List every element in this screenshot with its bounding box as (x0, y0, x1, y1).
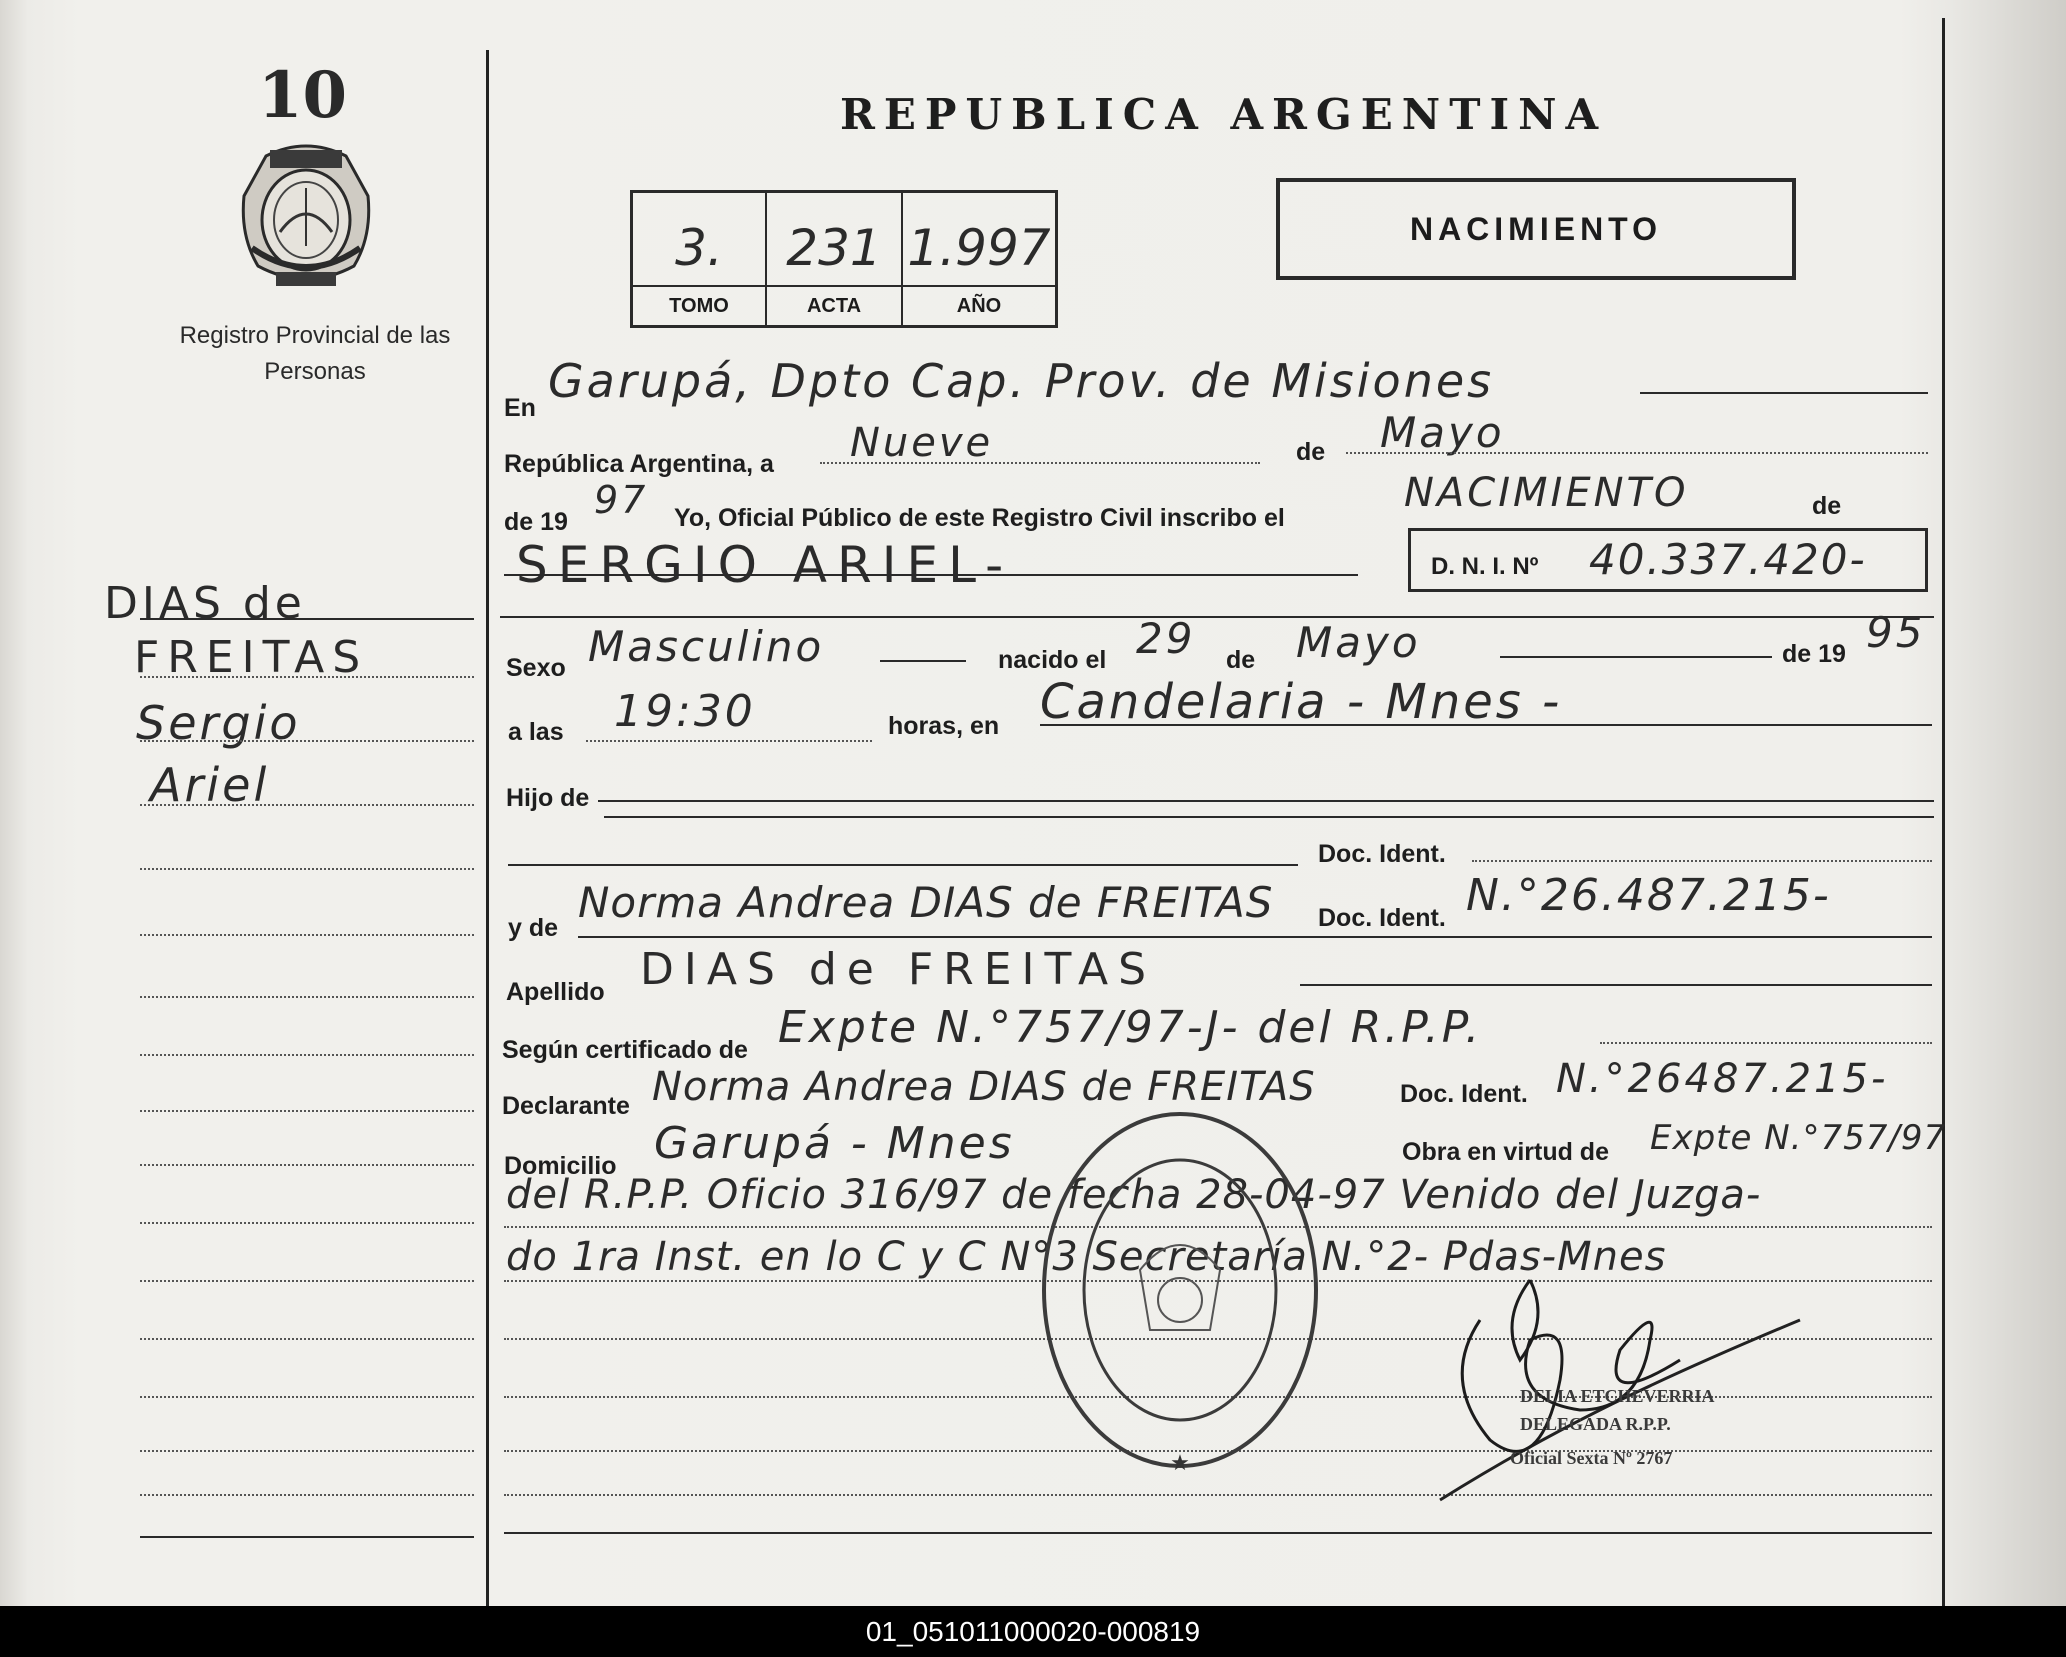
day-value: Nueve (850, 420, 994, 466)
hijo-label: Hijo de (506, 784, 590, 812)
de-label: de (1296, 438, 1326, 466)
de-label-2: de (1812, 492, 1842, 520)
ano-value: 1.997 (907, 219, 1051, 277)
margin-note-line1: DIAS de (104, 578, 306, 629)
mother-name: Norma Andrea DIAS de FREITAS (578, 878, 1274, 927)
name-value: SERGIO ARIEL- (516, 536, 1014, 594)
en-label: En (504, 394, 536, 422)
footer-id: 01_051011000020-000819 (0, 1606, 2066, 1657)
dni-label: D. N. I. Nº (1431, 553, 1539, 580)
sexo-label: Sexo (506, 654, 566, 682)
father-line (508, 864, 1298, 866)
doc-ident-label-3: Doc. Ident. (1400, 1080, 1528, 1108)
margin-note-line3: Sergio (136, 696, 301, 750)
birth-month: Mayo (1296, 618, 1421, 667)
birth-place: Candelaria - Mnes - (1040, 674, 1563, 730)
margin-note-line4: Ariel (150, 758, 270, 812)
apellido-label: Apellido (506, 978, 605, 1006)
event-value: NACIMIENTO (1404, 470, 1689, 516)
month-value: Mayo (1380, 408, 1505, 457)
birth-month-line (1500, 656, 1772, 658)
margin-line-13 (140, 1338, 474, 1340)
margin-line-2 (140, 676, 474, 678)
margin-line-8 (140, 1054, 474, 1056)
obra-label: Obra en virtud de (1402, 1138, 1609, 1166)
acta-label: ACTA (767, 285, 901, 325)
notes-line-1: del R.P.P. Oficio 316/97 de fecha 28-04-97 Venido del Juzga- (506, 1172, 1762, 1218)
signature-title: DELEGADA R.P.P. (1520, 1414, 1671, 1434)
tomo-value: 3. (675, 219, 723, 277)
apellido-value: DIAS de FREITAS (640, 944, 1157, 995)
margin-line-12 (140, 1280, 474, 1282)
official-text: Yo, Oficial Público de este Registro Civil inscribo el (674, 504, 1285, 532)
right-border (1942, 18, 1945, 1606)
horas-label: horas, en (888, 712, 1000, 740)
republica-label: República Argentina, a (504, 450, 774, 478)
sexo-underline (880, 660, 966, 662)
acta-cell (767, 193, 903, 325)
ano-cell (903, 193, 1055, 325)
birth-year: 95 (1866, 608, 1926, 657)
segun-value: Expte N.°757/97-J- del R.P.P. (778, 1002, 1483, 1053)
margin-line-4 (140, 804, 474, 806)
margin-line-11 (140, 1222, 474, 1224)
tomo-label: TOMO (633, 285, 765, 325)
registry-name: Registro Provincial de las Personas (179, 322, 451, 385)
mother-line (578, 936, 1932, 938)
hijo-line-2 (604, 816, 1934, 818)
de-label-3: de (1226, 646, 1256, 674)
registry-seal-icon (236, 136, 376, 292)
birth-time: 19:30 (614, 686, 756, 737)
country-title: REPUBLICA ARGENTINA (840, 90, 1608, 139)
year-prefix: de 19 (504, 508, 568, 536)
ano-label: AÑO (903, 285, 1055, 325)
year-value: 97 (594, 478, 649, 522)
dni-box (1408, 528, 1928, 592)
margin-line-14 (140, 1396, 474, 1398)
time-line (586, 740, 872, 742)
notes-line-2: do 1ra Inst. en lo C y C N°3 Secretaría N.°2- Pdas-Mnes (506, 1234, 1667, 1280)
margin-line-9 (140, 1110, 474, 1112)
margin-line-1 (140, 618, 474, 620)
birth-place-line (1040, 724, 1932, 726)
margin-line-16 (140, 1494, 474, 1496)
official-stamp-icon (1030, 1100, 1330, 1480)
dni-value: 40.337.420- (1589, 535, 1867, 584)
domicilio-label: Domicilio (504, 1152, 617, 1180)
month-line (1346, 452, 1928, 454)
margin-bottom-line (140, 1536, 474, 1538)
name-underline (504, 574, 1358, 576)
margin-line-6 (140, 934, 474, 936)
apellido-line (1300, 984, 1932, 986)
en-value: Garupá, Dpto Cap. Prov. de Misiones (548, 354, 1495, 408)
mother-doc: N.°26.487.215- (1466, 870, 1831, 921)
nacido-label: nacido el (998, 646, 1107, 674)
obra-value: Expte N.°757/97 (1650, 1118, 1947, 1158)
document-type-box: NACIMIENTO (1276, 178, 1796, 280)
de19-label: de 19 (1782, 640, 1846, 668)
margin-line-10 (140, 1164, 474, 1166)
margin-line-3 (140, 740, 474, 742)
declarante-doc: N.°26487.215- (1556, 1056, 1889, 1102)
doc-ident-label-2: Doc. Ident. (1318, 904, 1446, 932)
page-number: 10 (258, 58, 348, 133)
father-doc-line (1472, 860, 1932, 862)
margin-line-15 (140, 1450, 474, 1452)
margin-line-5 (140, 868, 474, 870)
acta-value: 231 (786, 219, 882, 277)
section-divider-1 (500, 616, 1934, 618)
hijo-line-1 (598, 800, 1934, 802)
day-line (820, 462, 1260, 464)
doc-ident-label-1: Doc. Ident. (1318, 840, 1446, 868)
body-bottom-line (504, 1532, 1932, 1534)
signature-name: DELIA ETCHEVERRIA (1520, 1386, 1715, 1406)
sexo-value: Masculino (588, 622, 825, 671)
birth-day: 29 (1136, 614, 1196, 663)
left-column-divider (486, 50, 489, 1606)
yde-label: y de (508, 914, 559, 942)
en-underline (1640, 392, 1928, 394)
acta-reference-box (630, 190, 1058, 328)
segun-line (1600, 1042, 1932, 1044)
domicilio-value: Garupá - Mnes (654, 1118, 1015, 1169)
margin-line-7 (140, 996, 474, 998)
segun-label: Según certificado de (502, 1036, 748, 1064)
signature-office: Oficial Sexta Nº 2767 (1510, 1448, 1673, 1468)
tomo-cell (633, 193, 767, 325)
svg-text:★: ★ (1170, 1451, 1190, 1476)
declarante-value: Norma Andrea DIAS de FREITAS (652, 1064, 1316, 1110)
declarante-label: Declarante (502, 1092, 630, 1120)
alas-label: a las (508, 718, 564, 746)
margin-note-line2: FREITAS (134, 632, 369, 683)
